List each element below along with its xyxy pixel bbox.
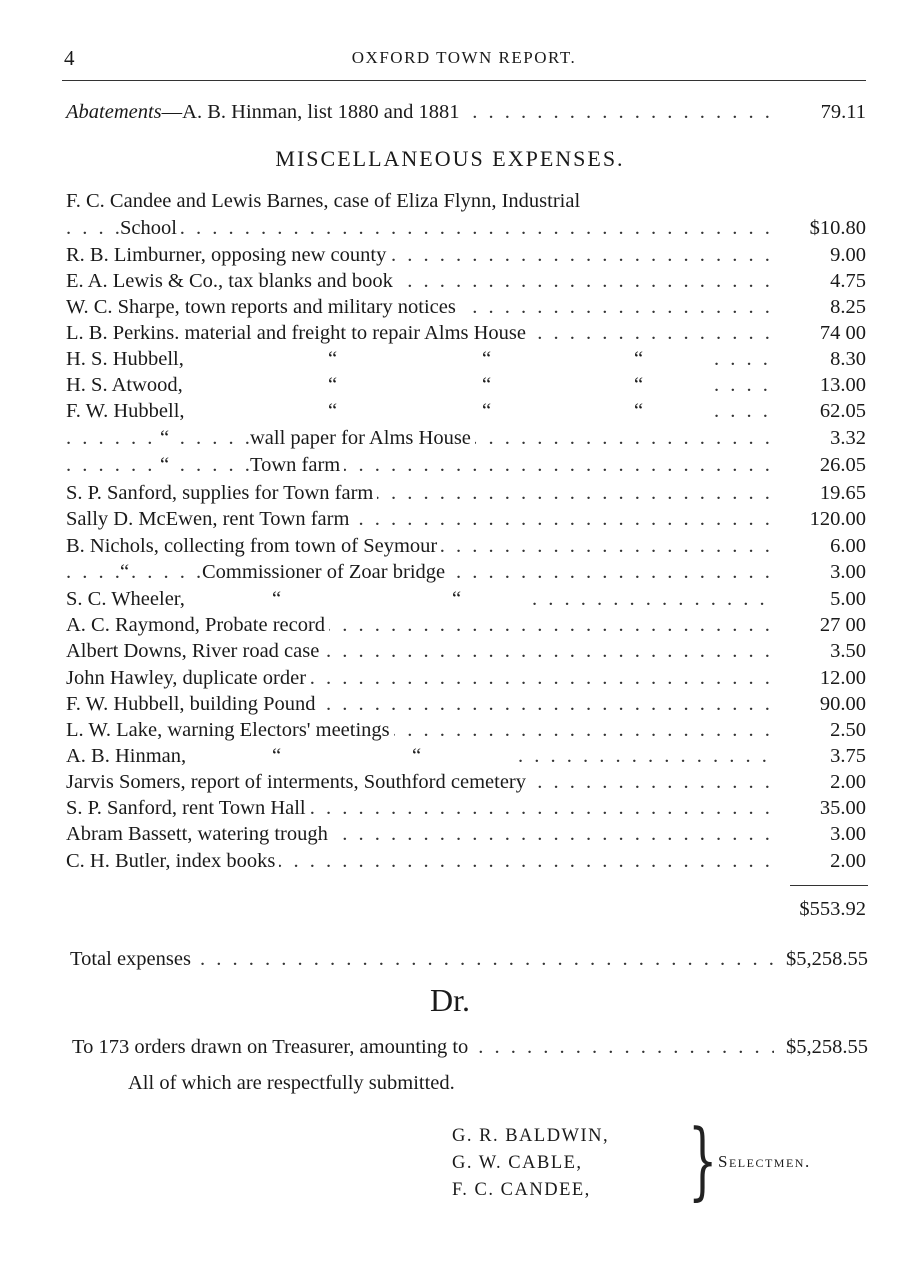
running-head: OXFORD TOWN REPORT. xyxy=(351,48,577,67)
expense-row xyxy=(66,691,866,717)
expense-amount: 62.05 xyxy=(776,398,866,424)
expense-text: H. S. Hubbell, xyxy=(66,346,188,372)
subtotal-rule xyxy=(790,885,868,886)
expense-amount: 12.00 xyxy=(776,665,866,691)
submission-statement: All of which are respectfully submitted. xyxy=(128,1072,455,1094)
expense-amount: 35.00 xyxy=(776,795,866,821)
expense-row xyxy=(66,294,866,320)
expense-text: E. A. Lewis & Co., tax blanks and book xyxy=(66,268,397,294)
ditto-mark: “ xyxy=(482,348,492,370)
ditto-mark: “ xyxy=(120,561,130,583)
expense-text: R. B. Limburner, opposing new county xyxy=(66,242,390,268)
total-expenses-label: Total expenses xyxy=(70,946,195,972)
expense-row xyxy=(66,320,866,346)
expense-amount: 13.00 xyxy=(776,372,866,398)
expense-amount: $10.80 xyxy=(776,215,866,241)
page-header xyxy=(64,46,864,76)
subtotal-amount: $553.92 xyxy=(799,898,866,920)
ditto-mark: “ xyxy=(328,374,338,396)
ditto-mark: “ xyxy=(328,348,338,370)
expense-row xyxy=(66,398,866,424)
expense-text: Sally D. McEwen, rent Town farm xyxy=(66,506,353,532)
expense-text: S. P. Sanford, rent Town Hall xyxy=(66,795,310,821)
ditto-mark: “ xyxy=(328,400,338,422)
expense-row xyxy=(66,268,866,294)
expense-amount: 90.00 xyxy=(776,691,866,717)
ditto-mark: “ xyxy=(452,588,462,610)
signers-block xyxy=(452,1123,609,1204)
expense-text: School xyxy=(120,215,181,241)
leader-dots xyxy=(518,743,772,769)
expense-row xyxy=(66,665,866,691)
expense-text: Albert Downs, River road case xyxy=(66,638,323,664)
expense-amount: 3.50 xyxy=(776,638,866,664)
expense-row xyxy=(66,559,866,585)
expense-row xyxy=(66,215,866,241)
expense-row xyxy=(66,848,866,874)
page-number: 4 xyxy=(64,46,75,70)
expense-amount: 8.30 xyxy=(776,346,866,372)
expense-amount: 3.32 xyxy=(776,425,866,451)
ditto-mark: “ xyxy=(412,745,422,767)
expense-amount: 8.25 xyxy=(776,294,866,320)
brace-icon: } xyxy=(688,1111,718,1209)
total-expenses-row xyxy=(70,946,868,972)
leader-dots xyxy=(714,372,772,398)
expense-amount: 2.00 xyxy=(776,769,866,795)
ditto-mark: “ xyxy=(272,745,282,767)
ditto-mark: “ xyxy=(272,588,282,610)
expense-amount: 74 00 xyxy=(776,320,866,346)
expense-row xyxy=(66,480,866,506)
expense-row xyxy=(66,638,866,664)
expense-amount: 19.65 xyxy=(776,480,866,506)
leader-dots xyxy=(714,346,772,372)
expense-row xyxy=(66,346,866,372)
ditto-mark: “ xyxy=(160,427,170,449)
expense-text: L. B. Perkins. material and freight to repair Alms House xyxy=(66,320,530,346)
abatements-amount: 79.11 xyxy=(776,99,866,125)
expense-text: Town farm xyxy=(250,452,344,478)
section-title: MISCELLANEOUS EXPENSES. xyxy=(275,146,625,171)
expense-amount: 5.00 xyxy=(776,586,866,612)
expense-text: A. B. Hinman, xyxy=(66,743,190,769)
expense-amount: 3.00 xyxy=(776,821,866,847)
expense-text: F. W. Hubbell, building Pound xyxy=(66,691,320,717)
ditto-mark: “ xyxy=(482,374,492,396)
leader-dots xyxy=(66,452,772,478)
expense-row xyxy=(66,717,866,743)
ditto-mark: “ xyxy=(634,348,644,370)
abatements-text: —A. B. Hinman, list 1880 and 1881 xyxy=(161,101,460,123)
expense-row xyxy=(66,188,866,214)
expense-text: W. C. Sharpe, town reports and military notices xyxy=(66,294,460,320)
expense-row xyxy=(66,586,866,612)
expense-row xyxy=(66,506,866,532)
expense-row xyxy=(66,743,866,769)
expense-row xyxy=(66,769,866,795)
expense-row xyxy=(66,821,866,847)
ditto-mark: “ xyxy=(634,400,644,422)
expense-text: Commissioner of Zoar bridge xyxy=(202,559,449,585)
leader-dots xyxy=(532,586,772,612)
expense-text: wall paper for Alms House xyxy=(250,425,475,451)
header-rule xyxy=(62,80,866,81)
expense-text: B. Nichols, collecting from town of Seymour xyxy=(66,533,441,559)
signer-name: G. R. BALDWIN, xyxy=(452,1126,610,1146)
orders-row xyxy=(72,1034,868,1060)
expense-text: A. C. Raymond, Probate record xyxy=(66,612,329,638)
expense-amount: 27 00 xyxy=(776,612,866,638)
abatements-row xyxy=(66,99,866,125)
expense-text: C. H. Butler, index books xyxy=(66,848,279,874)
signer-name: F. C. CANDEE, xyxy=(452,1180,591,1200)
expense-row xyxy=(66,795,866,821)
expense-row xyxy=(66,242,866,268)
expense-amount: 3.00 xyxy=(776,559,866,585)
expense-text: L. W. Lake, warning Electors' meetings xyxy=(66,717,394,743)
expense-row xyxy=(66,612,866,638)
expense-text: S. P. Sanford, supplies for Town farm xyxy=(66,480,377,506)
expense-text: Jarvis Somers, report of interments, Southford cemetery xyxy=(66,769,530,795)
signers-role: Selectmen. xyxy=(718,1152,811,1171)
expense-amount: 2.50 xyxy=(776,717,866,743)
ditto-mark: “ xyxy=(482,400,492,422)
expense-row xyxy=(66,452,866,478)
expense-amount: 26.05 xyxy=(776,452,866,478)
expense-amount: 120.00 xyxy=(776,506,866,532)
abatements-label: Abatements xyxy=(66,101,162,123)
expense-amount: 9.00 xyxy=(776,242,866,268)
expense-text: F. W. Hubbell, xyxy=(66,398,189,424)
signer-name: G. W. CABLE, xyxy=(452,1153,583,1173)
expense-row xyxy=(66,533,866,559)
orders-amount: $5,258.55 xyxy=(778,1034,868,1060)
expense-amount: 3.75 xyxy=(776,743,866,769)
expense-text: S. C. Wheeler, xyxy=(66,586,189,612)
expense-text: John Hawley, duplicate order xyxy=(66,665,310,691)
orders-text: To 173 orders drawn on Treasurer, amounting to xyxy=(72,1034,472,1060)
ditto-mark: “ xyxy=(160,454,170,476)
ditto-mark: “ xyxy=(634,374,644,396)
expense-amount: 4.75 xyxy=(776,268,866,294)
expense-text: Abram Bassett, watering trough xyxy=(66,821,332,847)
expense-amount: 6.00 xyxy=(776,533,866,559)
dr-heading: Dr. xyxy=(430,982,470,1018)
expense-amount: 2.00 xyxy=(776,848,866,874)
expense-text: F. C. Candee and Lewis Barnes, case of Eliza Flynn, Industrial xyxy=(66,188,584,214)
leader-dots xyxy=(714,398,772,424)
expense-text: H. S. Atwood, xyxy=(66,372,187,398)
total-expenses-amount: $5,258.55 xyxy=(778,946,868,972)
expense-row xyxy=(66,425,866,451)
expense-row xyxy=(66,372,866,398)
